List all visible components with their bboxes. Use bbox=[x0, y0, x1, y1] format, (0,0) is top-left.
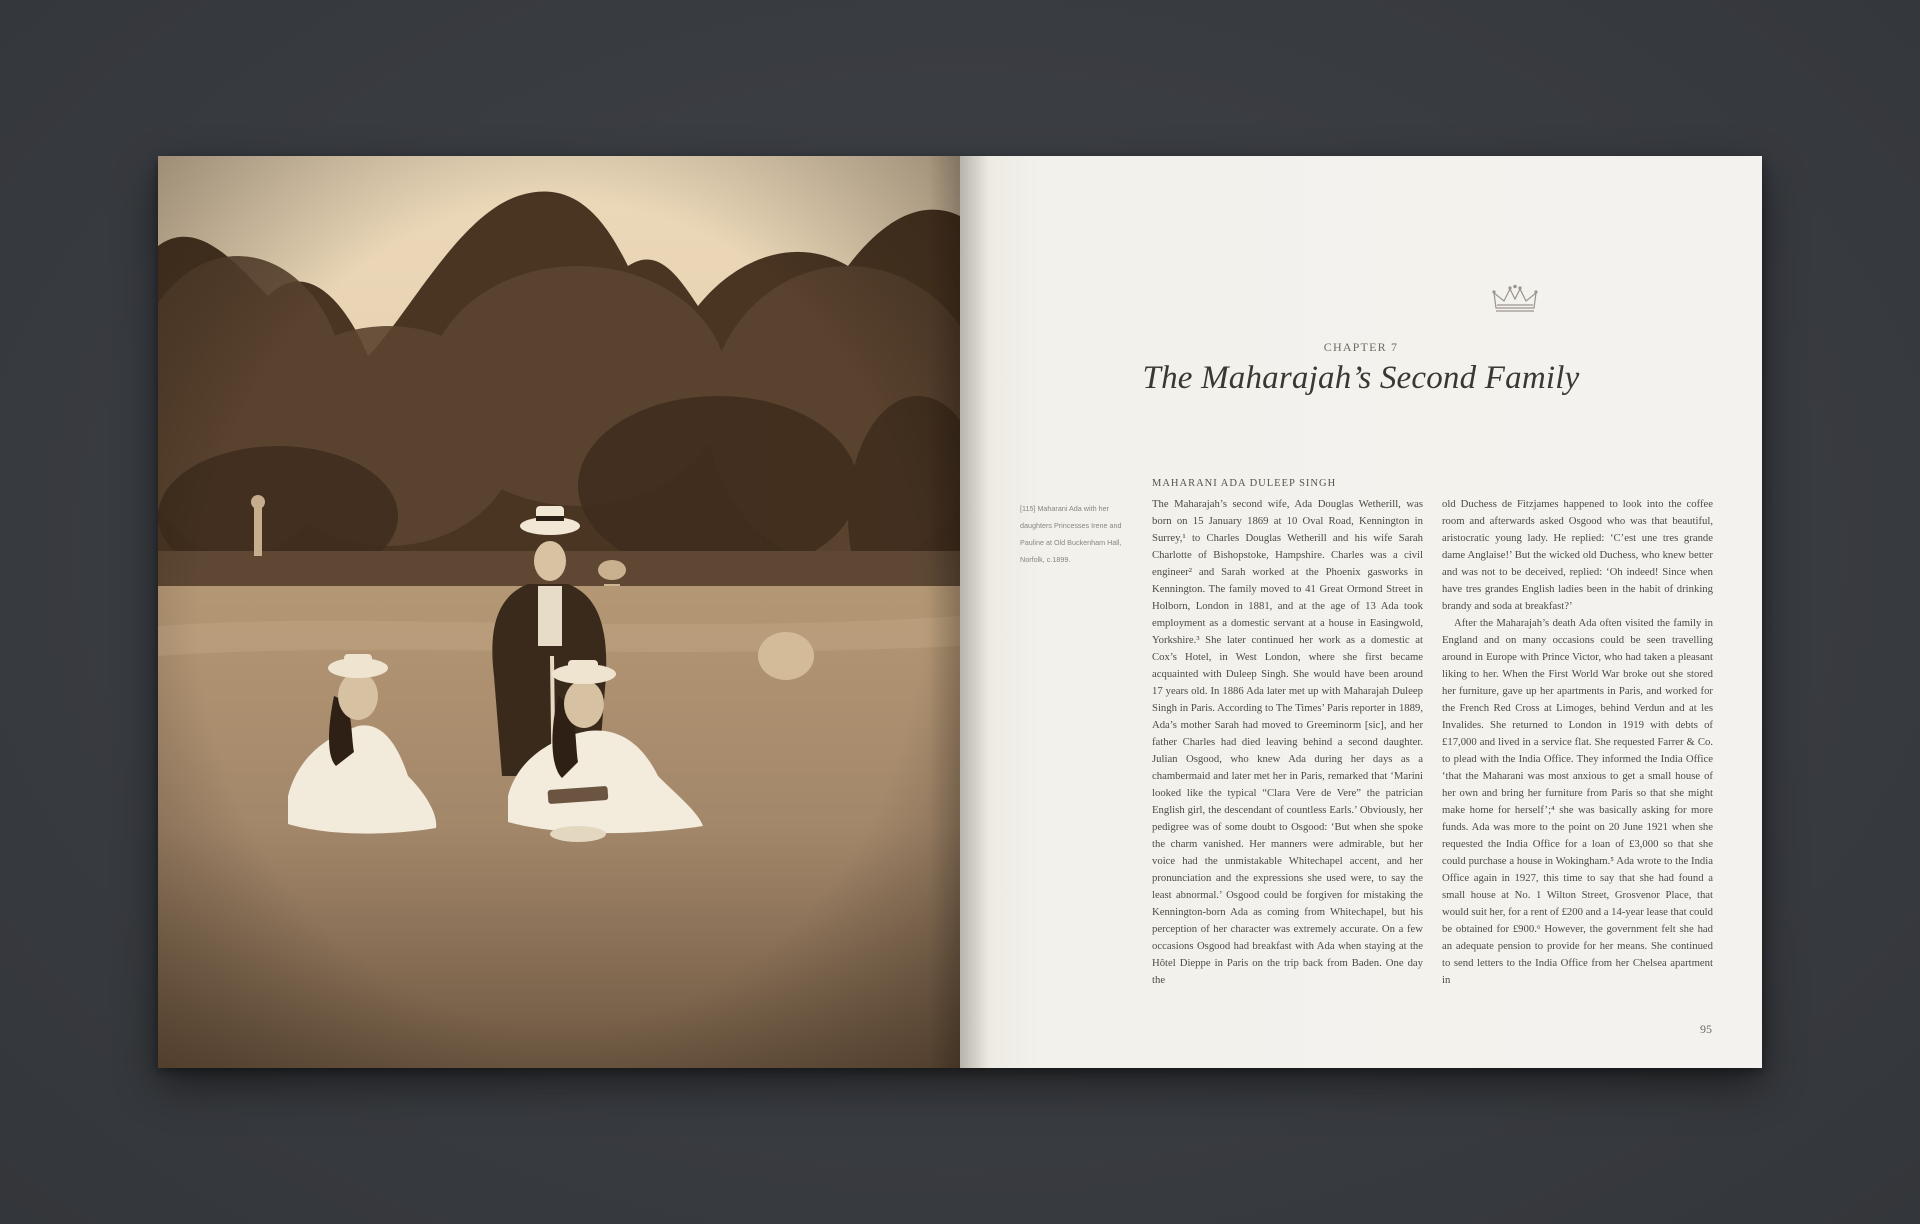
chapter-label: CHAPTER 7 bbox=[1323, 340, 1399, 354]
text-column-1 bbox=[1152, 496, 1423, 989]
book-spread bbox=[158, 156, 1762, 1068]
paragraph: The Maharajah’s second wife, Ada Douglas Wetherill, was born on 15 January 1869 at 10 Oval Road, Kennington in Surrey,¹ to Charles Douglas Wetherill and his wife Sarah Charlotte of Bishopstoke, Hampshire. Charles was a civil engineer² and Sarah worked at the Phoenix gasworks in Kennington. The family moved to 41 Great Ormond Street in Holborn, London in 1881, and at the age of 13 Ada took employment as a domestic servant at a house in Easingwold, Yorkshire.³ She later continued her work as a domestic at Cox’s Hotel, in West London, where she first became acquainted with Duleep Singh. She would have been around 17 years old. In 1886 Ada later met up with Maharajah Duleep Singh in Paris. According to The Times’ Paris reporter in 1889, Ada’s mother Sarah had moved to Greeminorm [sic], and her father Charles had died leaving behind a second daughter. Julian Osgood, who knew Ada during her days as a chambermaid and later met her in Paris, remarked that ‘Marini looked like the typical “Clara Vere de Vere” the patrician English girl, the descendant of countless Earls.’ Obviously, her pedigree was of some doubt to Osgood: ‘But when she spoke the charm vanished. Her manners were admirable, but her voice had the unmistakable Whitechapel accent, and her pronunciation and the expressions she used were, to say the least abnormal.’ Osgood could be forgiven for mistaking the Kennington-born Ada as coming from Whitechapel, but his perception of her character was extremely accurate. On a few occasions Osgood had breakfast with Ada when staying at the Hôtel Dieppe in Paris on the trip back from Baden. One day the bbox=[1152, 498, 1423, 986]
photo-caption: [115] Maharani Ada with her daughters Princesses Irene and Pauline at Old Buckenham Hall, Norfolk, c.1899. bbox=[1020, 504, 1122, 564]
sepia-photograph bbox=[158, 156, 960, 1068]
text-column-2 bbox=[1442, 496, 1713, 989]
chapter-title: The Maharajah’s Second Family bbox=[1142, 360, 1580, 396]
left-page-photo bbox=[158, 156, 960, 1068]
paragraph: old Duchess de Fitzjames happened to look into the coffee room and afterwards asked Osgood who was that beautiful, aristocratic young lady. He replied: ‘C’est une tres grande dame Anglaise!’ But the wicked old Duchess, who knew better and was not to be deceived, replied: ‘Oh indeed! Since when have tres grandes English ladies been in the habit of drinking brandy and soda at breakfast?’ bbox=[1442, 498, 1713, 612]
section-heading: MAHARANI ADA DULEEP SINGH bbox=[1152, 478, 1337, 489]
right-page-text bbox=[960, 156, 1762, 1068]
paragraph: After the Maharajah’s death Ada often visited the family in England and on many occasions could be seen travelling around in Europe with Prince Victor, who had taken a pleasant liking to her. When the First World War broke out she stored her furniture, gave up her apartments in Paris, and worked for the French Red Cross at Limoges, behind Verdun and at les Invalides. She returned to London in 1919 with debts of £17,000 and lived in a service flat. She requested Farrer & Co. to plead with the India Office. They informed the India Office ‘that the Maharani was most anxious to get a small house of her own and bring her furniture from Paris so that she might make home for herself’;⁴ she was basically asking for more funds. Ada was more to the point on 20 June 1921 when she requested the India Office for a loan of £3,000 so that she could purchase a house in Wokingham.⁵ Ada wrote to the India Office again in 1927, this time to say that she had found a small house at No. 1 Wilton Street, Grosvenor Place, that would suit her, for a rent of £200 and a 14-year lease that could be obtained for £900.⁶ However, the government felt she had an adequate pension to provide for her means. She continued to send letters to the India Office from her Chelsea apartment in bbox=[1442, 617, 1713, 986]
crown-icon bbox=[1490, 284, 1540, 314]
page-number: 95 bbox=[1700, 1022, 1712, 1036]
